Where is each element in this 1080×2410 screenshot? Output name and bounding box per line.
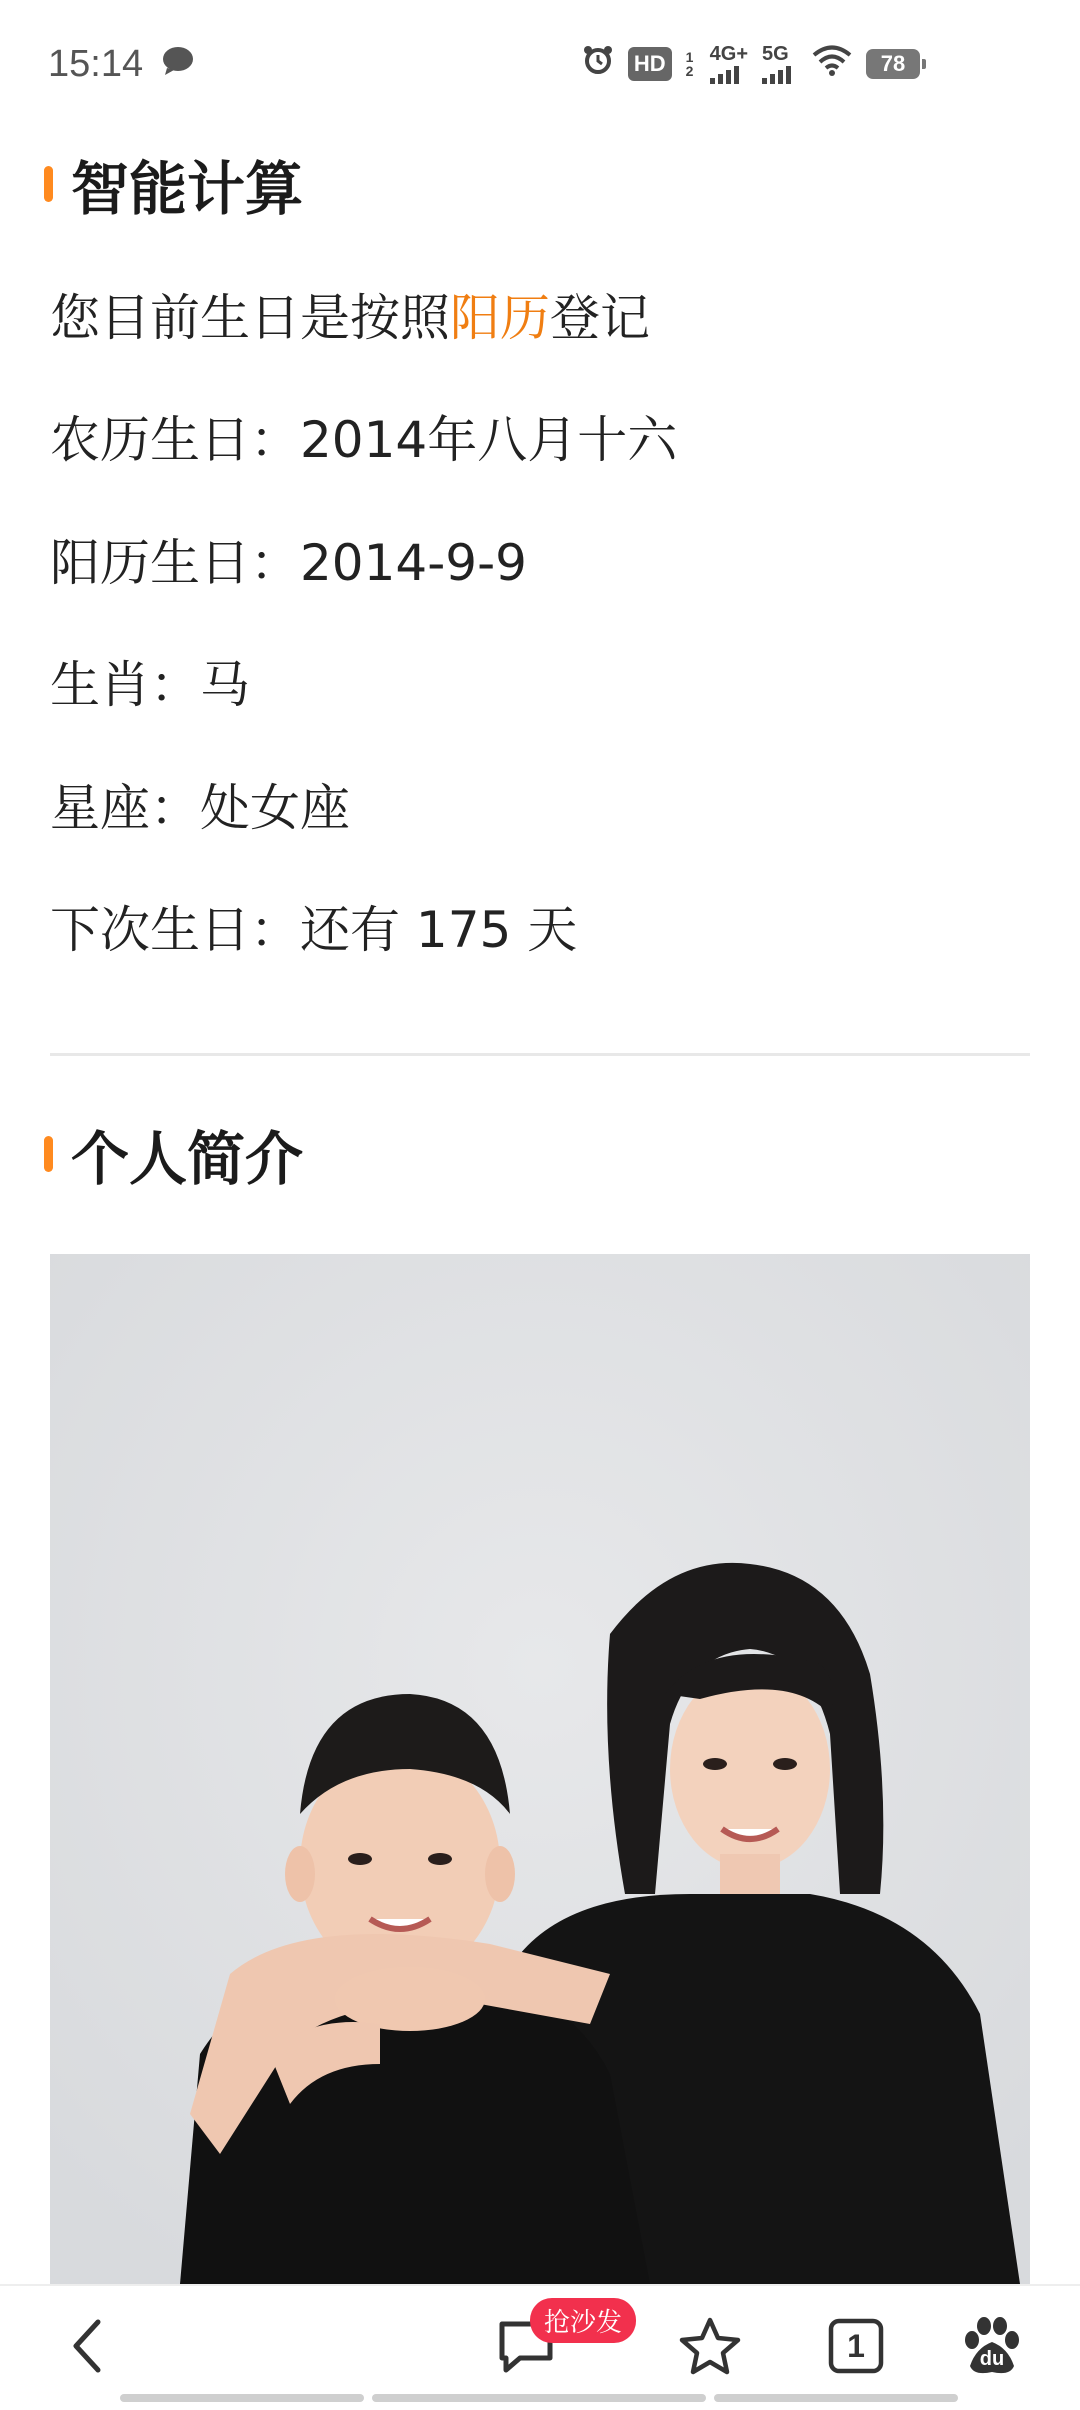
back-chevron-icon bbox=[64, 2316, 112, 2376]
battery-icon: 78 bbox=[866, 49, 920, 79]
signal-5g-icon: 5G bbox=[762, 44, 798, 84]
wifi-icon bbox=[812, 44, 852, 85]
profile-title-text: 个人简介 bbox=[71, 1125, 304, 1193]
zodiac-label: 生肖： bbox=[50, 656, 200, 714]
baidu-label: du bbox=[979, 2348, 1005, 2370]
birthday-calendar-intro bbox=[50, 278, 650, 350]
calc-title-text: 智能计算 bbox=[71, 155, 304, 223]
constellation-row bbox=[50, 768, 350, 840]
next-value: 还有 175 天 bbox=[300, 901, 578, 959]
home-indicator-right bbox=[714, 2394, 958, 2402]
lunar-label: 农历生日： bbox=[50, 411, 300, 469]
solar-value: 2014-9-9 bbox=[300, 534, 527, 592]
bottom-navigation bbox=[0, 2284, 1080, 2410]
solar-birthday-row bbox=[50, 523, 527, 595]
zodiac-value: 马 bbox=[200, 656, 250, 714]
zodiac-row bbox=[50, 645, 250, 717]
constellation-value: 处女座 bbox=[200, 779, 350, 837]
profile-photo-illustration bbox=[50, 1254, 1030, 2284]
intro-highlight: 阳历 bbox=[450, 289, 550, 347]
intro-prefix: 您目前生日是按照 bbox=[50, 289, 450, 347]
status-bar bbox=[0, 0, 1080, 128]
star-icon bbox=[678, 2314, 742, 2378]
next-birthday-row bbox=[50, 890, 577, 962]
signal-4g-icon: 4G+ bbox=[710, 44, 748, 84]
back-button[interactable] bbox=[48, 2306, 128, 2386]
title-accent-bar bbox=[44, 166, 53, 202]
tabs-button[interactable] bbox=[816, 2306, 896, 2386]
constellation-label: 星座： bbox=[50, 779, 200, 837]
profile-photo[interactable] bbox=[50, 1254, 1030, 2284]
home-indicator-left bbox=[120, 2394, 364, 2402]
sofa-badge[interactable]: 抢沙发 bbox=[530, 2298, 636, 2343]
alarm-icon bbox=[582, 44, 614, 85]
lunar-birthday-row bbox=[50, 400, 677, 472]
hd-sim-label: 1 2 bbox=[685, 49, 694, 79]
next-label: 下次生日： bbox=[50, 901, 300, 959]
status-time: 15:14 bbox=[48, 42, 144, 85]
section-title-calc bbox=[44, 142, 303, 226]
baidu-button[interactable] bbox=[952, 2306, 1032, 2386]
intro-suffix: 登记 bbox=[550, 289, 650, 347]
favorite-button[interactable] bbox=[670, 2306, 750, 2386]
solar-label: 阳历生日： bbox=[50, 534, 300, 592]
tab-count: 1 bbox=[847, 2327, 865, 2364]
lunar-value: 2014年八月十六 bbox=[300, 411, 678, 469]
chat-bubble-icon bbox=[161, 44, 195, 85]
hd-icon: HD bbox=[628, 47, 672, 81]
section-title-profile bbox=[44, 1112, 303, 1196]
status-icons bbox=[582, 44, 920, 85]
title-accent-bar bbox=[44, 1136, 53, 1172]
section-divider bbox=[50, 1053, 1030, 1056]
home-indicator-center bbox=[372, 2394, 706, 2402]
